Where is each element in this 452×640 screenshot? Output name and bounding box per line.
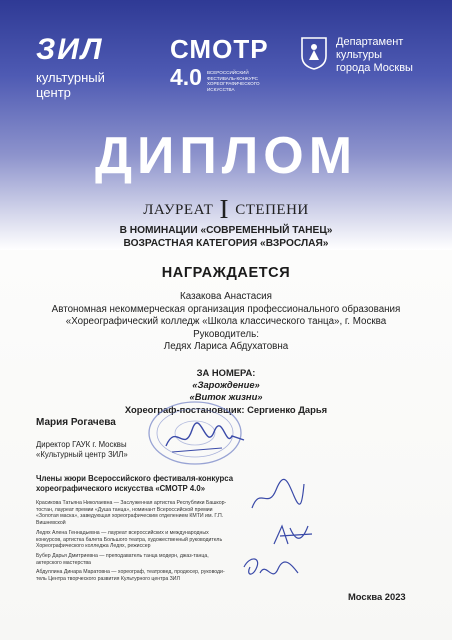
recipient-org-line2: «Хореографический колледж «Школа классического танца», г. Москва — [65, 316, 387, 328]
zil-logo — [36, 33, 105, 100]
festival-logo-number: 4.0 — [170, 64, 202, 90]
jury-member: Красикова Татьяна Николаевна — Заслуженная артистка Республики Башкор- тостан, лауреат премии «Душа танца», номинант Всероссийской премии «Золотая маска», заведующая хореографическим отделением КМТИ им. Г.П. Вишневской — [36, 500, 227, 526]
jury-member: Бубер Дарья Дмитриевна — преподаватель танца модерн, джаз-танца, актерского мастерства — [36, 553, 209, 566]
number-title-2: «Виток жизни» — [189, 391, 263, 403]
document-title: ДИПЛОМ — [94, 127, 358, 185]
recipient-block — [0, 291, 452, 354]
zil-logo-caption: культурный центр — [36, 70, 105, 100]
jury-signature-3 — [240, 553, 302, 589]
festival-logo — [170, 36, 269, 92]
director-signature — [162, 418, 248, 458]
numbers-label: ЗА НОМЕРА: — [196, 367, 256, 378]
jury-title: Члены жюри Всероссийского фестиваля-конкурса хореографического искусства «СМОТР 4.0» — [36, 474, 234, 493]
signer-role: Директор ГАУК г. Москвы «Культурный центр ЗИЛ» — [36, 440, 128, 459]
zil-logo-mark: ЗИЛ — [36, 33, 104, 66]
laureate-degree: ЛАУРЕАТ I СТЕПЕНИ — [143, 194, 309, 224]
degree-numeral: I — [219, 194, 229, 224]
recipient-org-line1: Автономная некоммерческая организация профессионального образования — [51, 303, 401, 315]
recipient-name: Казакова Анастасия — [180, 291, 272, 302]
signer-name: Мария Рогачева — [36, 417, 116, 428]
choreographer: Хореограф-постановщик: Сергиенко Дарья — [124, 403, 328, 415]
head-label: Руководитель: — [193, 328, 259, 340]
head-name: Ледях Лариса Абдухатовна — [163, 341, 289, 353]
jury-signature-2 — [268, 520, 316, 550]
signer-block — [36, 417, 128, 460]
department-name: Департамент культуры города Москвы — [336, 36, 413, 74]
awarded-heading: НАГРАЖДАЕТСЯ — [161, 265, 291, 281]
number-title-1: «Зарождение» — [192, 379, 260, 391]
jury-member: Ледях Алена Геннадьевна — лауреат всероссийских и международных конкурсов, артистка балета Большого театра, художественный руководитель Хореографического колледжа Ледях, режиссер — [36, 530, 223, 550]
jury-member: Абдуллина Динара Маратовна — хореограф, театровед, продюсер, руководи- тель Центра творческого развития Культурного центра ЗИЛ — [36, 569, 225, 582]
department-logo — [300, 36, 420, 75]
moscow-coat-of-arms-icon — [300, 36, 328, 70]
jury-signature-1 — [248, 476, 306, 516]
festival-logo-word: СМОТР — [170, 34, 269, 64]
nomination: В НОМИНАЦИИ «СОВРЕМЕННЫЙ ТАНЕЦ» ВОЗРАСТНАЯ КАТЕГОРИЯ «ВЗРОСЛАЯ» — [119, 225, 333, 249]
place-and-year: Москва 2023 — [348, 591, 406, 602]
festival-logo-description: ВСЕРОССИЙСКИЙ ФЕСТИВАЛЬ-КОНКУРС ХОРЕОГРАФИЧЕСКОГО ИСКУССТВА — [206, 70, 260, 92]
